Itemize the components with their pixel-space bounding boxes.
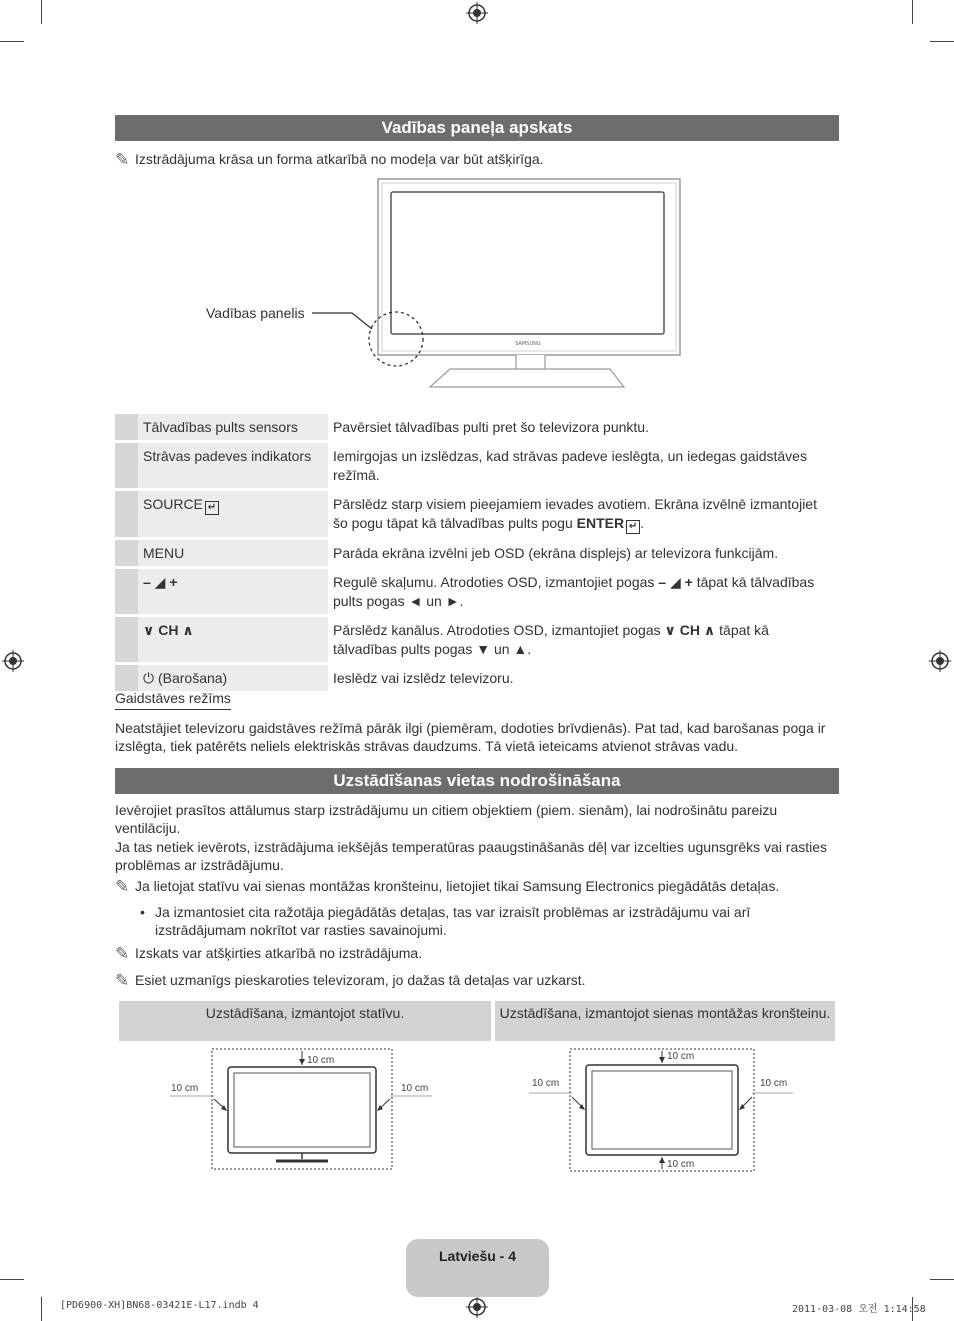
section-title: Uzstādīšanas vietas nodrošināšana <box>115 768 839 794</box>
section-title: Vadības paneļa apskats <box>115 115 839 141</box>
crop-mark <box>930 1279 954 1280</box>
control-name: MENU <box>138 540 328 566</box>
print-info-left: [PD6900-XH]BN68-03421E-L17.indb 4 <box>60 1300 259 1311</box>
note-text: Izstrādājuma krāsa un forma atkarībā no modeļa var būt atšķirīga. <box>135 151 544 167</box>
registration-mark-icon <box>2 650 24 672</box>
note <box>115 877 839 896</box>
dimension-label: 10 cm <box>307 1055 335 1066</box>
pencil-icon: ✎ <box>115 877 130 896</box>
page-number: Latviešu - 4 <box>406 1239 549 1297</box>
volume-buttons-label: – ◢ + <box>658 574 693 590</box>
control-name: SOURCE <box>143 496 203 512</box>
note <box>115 150 839 169</box>
control-name: – ◢ + <box>138 569 328 614</box>
paragraph: Ja tas netiek ievērots, izstrādājuma iekšējās temperatūras paaugstināšanās dēļ var izcelties ugunsgrēks vai rasties problēmas ar izstrādājumu. <box>115 839 828 873</box>
table-row <box>115 414 839 440</box>
dimension-label: 10 cm <box>532 1078 560 1089</box>
crop-mark <box>0 41 24 42</box>
table-row <box>115 665 839 691</box>
note-text: Esiet uzmanīgs pieskaroties televizoram, jo dažas tā detaļas var uzkarst. <box>135 972 586 988</box>
wall-install-heading: Uzstādīšana, izmantojot sienas montāžas kronšteinu. <box>495 1001 835 1041</box>
crop-mark <box>41 0 42 24</box>
table-row: SOURCE ↵ Pārslēdz starp visiem pieejamiem ievades avotiem. Ekrāna izvēlnē izmantojiet šo pogu tāpat kā tālvadības pults pogu ENTER ↵ . <box>115 491 839 537</box>
standby-heading: Gaidstāves režīms <box>115 690 231 710</box>
crop-mark <box>930 41 954 42</box>
standby-text: Neatstājiet televizoru gaidstāves režīmā pārāk ilgi (piemēram, dodoties brīvdienās). Pat tad, kad barošanas poga ir izslēgta, tiek patērēts neliels elektriskās strāvas daudzums. Tā vietā ieteicams atvienot strāvas vadu. <box>115 720 826 754</box>
control-name: Tālvadības pults sensors <box>138 414 328 440</box>
control-desc: Regulē skaļumu. Atrodoties OSD, izmantojiet pogas <box>333 574 655 590</box>
control-desc: Pavērsiet tālvadības pulti pret šo televizora punktu. <box>328 414 839 440</box>
power-icon: ⏻ <box>143 670 155 686</box>
registration-mark-icon <box>929 650 951 672</box>
dimension-label: 10 cm <box>401 1083 429 1094</box>
registration-mark-icon <box>466 1296 488 1318</box>
note <box>115 944 839 963</box>
pencil-icon: ✎ <box>115 971 130 990</box>
control-desc: Pārslēdz kanālus. Atrodoties OSD, izmantojiet pogas <box>333 622 661 638</box>
note-text: Izskats var atšķirties atkarībā no izstrādājuma. <box>135 945 423 961</box>
controls-table <box>115 411 839 694</box>
tv-panel-label: Vadības panelis <box>206 305 305 321</box>
enter-icon: ↵ <box>205 501 219 515</box>
control-desc: Iemirgojas un izslēdzas, kad strāvas padeve ieslēgta, un iedegas gaidstāves režīmā. <box>328 443 839 488</box>
pencil-icon: ✎ <box>115 150 130 169</box>
paragraph: Ievērojiet prasītos attālumus starp izstrādājumu un citiem objektiem (piem. sienām), lai nodrošinātu pareizu ventilāciju. <box>115 802 778 836</box>
pencil-icon: ✎ <box>115 944 130 963</box>
brand-label: SAMSUNG <box>515 341 541 347</box>
control-name: ∨ CH ∧ <box>138 617 328 662</box>
control-desc: Parāda ekrāna izvēlni jeb OSD (ekrāna displejs) ar televizora funkcijām. <box>328 540 839 566</box>
crop-mark <box>912 0 913 24</box>
bullet-text: Ja izmantosiet cita ražotāja piegādātās detaļas, tas var izraisīt problēmas ar izstrādājumu vai arī izstrādājumam nokrītot var rasties savainojumi. <box>155 904 751 938</box>
control-name: (Barošana) <box>157 670 228 686</box>
wall-install-diagram <box>525 1045 805 1175</box>
control-desc: Pārslēdz starp visiem pieejamiem ievades avotiem. Ekrāna izvēlnē izmantojiet šo pogu tāpat kā tālvadības pults pogu <box>333 496 817 531</box>
dimension-label: 10 cm <box>760 1078 788 1089</box>
crop-mark <box>41 1297 42 1321</box>
table-row: ∨ CH ∧ Pārslēdz kanālus. Atrodoties OSD, izmantojiet pogas ∨ CH ∧ tāpat kā tālvadības pults pogas ▼ un ▲. <box>115 617 839 662</box>
print-info-right: 2011-03-08 오전 1:14:58 <box>792 1304 926 1315</box>
note <box>115 971 839 990</box>
dimension-label: 10 cm <box>667 1159 695 1170</box>
crop-mark <box>0 1279 24 1280</box>
tv-front-illustration <box>200 175 690 395</box>
table-row: – ◢ + Regulē skaļumu. Atrodoties OSD, izmantojiet pogas – ◢ + tāpat kā tālvadības pults pogas ◄ un ►. <box>115 569 839 614</box>
control-desc: Ieslēdz vai izslēdz televizoru. <box>328 665 839 691</box>
stand-install-heading: Uzstādīšana, izmantojot statīvu. <box>119 1001 491 1041</box>
enter-label: ENTER <box>576 515 625 531</box>
bullet-dot: • <box>140 904 145 920</box>
dimension-label: 10 cm <box>667 1051 695 1062</box>
enter-icon: ↵ <box>626 520 640 534</box>
control-name: Strāvas padeves indikators <box>138 443 328 488</box>
table-row <box>115 443 839 488</box>
dimension-label: 10 cm <box>171 1083 199 1094</box>
note-text: Ja lietojat statīvu vai sienas montāžas kronšteinu, lietojiet tikai Samsung Electronics piegādātās detaļas. <box>135 878 780 894</box>
table-row <box>115 540 839 566</box>
registration-mark-icon <box>466 2 488 24</box>
channel-buttons-label: ∨ CH ∧ <box>664 622 716 638</box>
stand-install-diagram <box>160 1045 450 1175</box>
